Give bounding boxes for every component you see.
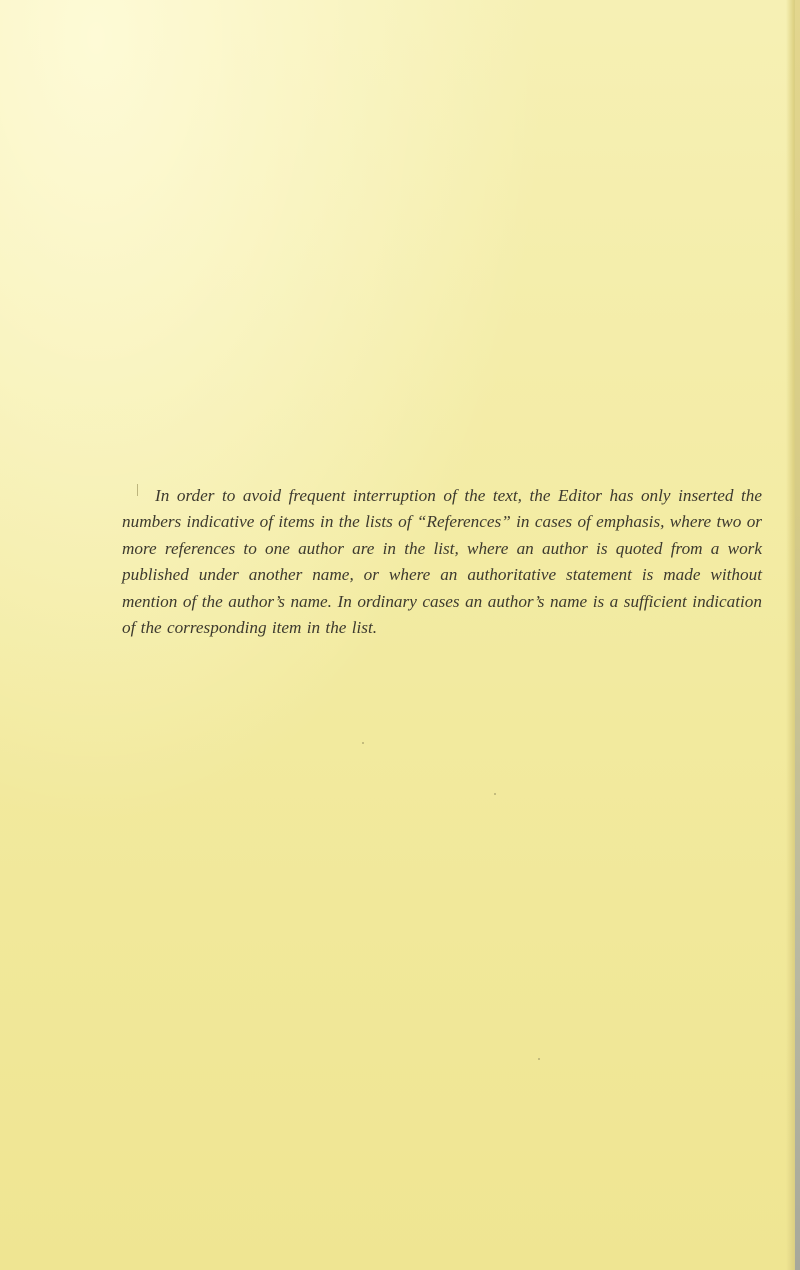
- editor-note-paragraph: In order to avoid frequent interruption of the text, the Editor has only inserted the numbers indicative of items in the lists of “References” in cases of emphasis, where two or more references to one author are in the list, where an author is quoted from a work published under another name, or where an authoritative statement is made without mention of the author’s name. In ordinary cases an author’s name is a sufficient indication of the corresponding item in the list.: [122, 486, 762, 638]
- paper-speck: [538, 1058, 540, 1060]
- page-edge-strip: [795, 0, 800, 1270]
- paper-speck: [362, 742, 364, 744]
- paper-speck: [494, 793, 496, 795]
